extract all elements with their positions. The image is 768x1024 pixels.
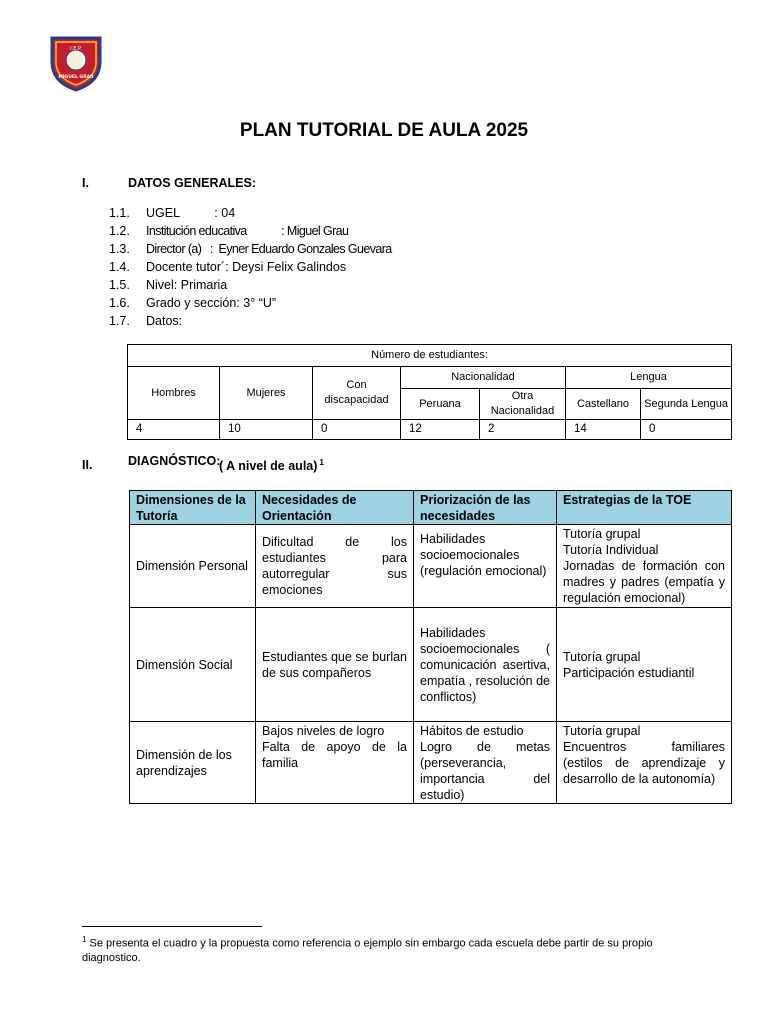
list-item: 1.3. Director (a) : Eyner Eduardo Gonzales Guevara <box>109 242 392 256</box>
school-logo <box>46 32 106 92</box>
cell-castellano: 14 <box>566 420 641 440</box>
students-table <box>127 344 732 440</box>
cell-otra-nacionalidad: 2 <box>480 420 566 440</box>
cell-dimension: Dimensión Social <box>130 608 256 722</box>
cell-priorizacion: Habilidades socioemocionales (regulación emocional) <box>414 525 557 608</box>
cell-priorizacion: Hábitos de estudio Logro de metas (perseverancia, importancia del estudio) <box>414 722 557 804</box>
cell-hombres: 4 <box>128 420 220 440</box>
header-lengua: Lengua <box>566 367 732 389</box>
diagnostic-table <box>129 490 732 804</box>
cell-estrategias: Tutoría grupal Tutoría Individual Jornadas de formación con madres y padres (empatía y regulación emocional) <box>557 525 732 608</box>
header-peruana: Peruana <box>401 389 480 420</box>
cell-segunda-lengua: 0 <box>641 420 732 440</box>
list-item: 1.6. Grado y sección: 3° “U” <box>109 296 277 310</box>
table-row <box>130 608 732 722</box>
header-castellano: Castellano <box>566 389 641 420</box>
section-1-title: DATOS GENERALES: <box>128 176 257 190</box>
cell-estrategias: Tutoría grupal Participación estudiantil <box>557 608 732 722</box>
header-hombres: Hombres <box>128 367 220 420</box>
table-row <box>128 420 732 440</box>
document-title: PLAN TUTORIAL DE AULA 2025 <box>239 120 529 141</box>
table-row <box>130 722 732 804</box>
list-item: 1.7. Datos: <box>109 314 183 328</box>
list-item: 1.5. Nivel: Primaria <box>109 278 228 292</box>
header-necesidades: Necesidades de Orientación <box>256 491 414 525</box>
footnote-divider <box>82 926 262 927</box>
header-otra-nacionalidad: Otra Nacionalidad <box>480 389 566 420</box>
section-2-title: DIAGNÓSTICO: <box>128 454 221 468</box>
cell-necesidades: Estudiantes que se burlan de sus compañeros <box>256 608 414 722</box>
header-segunda-lengua: Segunda Lengua <box>641 389 732 420</box>
cell-dimension: Dimensión de los aprendizajes <box>130 722 256 804</box>
cell-discapacidad: 0 <box>313 420 401 440</box>
footnote-text: Se presenta el cuadro y la propuesta como referencia o ejemplo sin embargo cada escuela debe partir de su propio diagnostico. <box>82 937 653 964</box>
footnote-reference: 1 <box>319 458 324 467</box>
cell-estrategias: Tutoría grupal Encuentros familiares (estilos de aprendizaje y desarrollo de la autonomía) <box>557 722 732 804</box>
list-item: 1.4. Docente tutor´: Deysi Felix Galindos <box>109 260 347 274</box>
header-estrategias: Estrategias de la TOE <box>557 491 732 525</box>
logo-bottom-text: MIGUEL GRAU <box>58 75 94 80</box>
cell-necesidades: Bajos niveles de logro Falta de apoyo de la familia <box>256 722 414 804</box>
cell-dimension: Dimensión Personal <box>130 525 256 608</box>
header-discapacidad: Con discapacidad <box>313 367 401 420</box>
cell-necesidades: Dificultad de los estudiantes para autorregular sus emociones <box>256 525 414 608</box>
students-caption: Número de estudiantes: <box>128 345 732 367</box>
cell-peruana: 12 <box>401 420 480 440</box>
header-nacionalidad: Nacionalidad <box>401 367 566 389</box>
list-item: 1.2. Institución educativa : Miguel Grau <box>109 224 349 238</box>
cell-mujeres: 10 <box>220 420 313 440</box>
table-row <box>130 525 732 608</box>
footnote <box>82 933 702 965</box>
section-2-number: II. <box>82 458 93 472</box>
section-2-subtitle: ( A nivel de aula) $^1$ <box>219 458 324 474</box>
list-item: 1.1. UGEL : 04 <box>109 206 236 220</box>
header-dimensiones: Dimensiones de la Tutoría <box>130 491 256 525</box>
header-priorizacion: Priorización de las necesidades <box>414 491 557 525</box>
logo-top-text: I.E.P. <box>70 46 82 52</box>
cell-priorizacion: Habilidades socioemocionales ( comunicación asertiva, empatía , resolución de conflictos) <box>414 608 557 722</box>
section-1-number: I. <box>82 176 89 190</box>
general-data-list <box>109 204 392 330</box>
header-mujeres: Mujeres <box>220 367 313 420</box>
footnote-mark: 1 <box>82 935 87 944</box>
